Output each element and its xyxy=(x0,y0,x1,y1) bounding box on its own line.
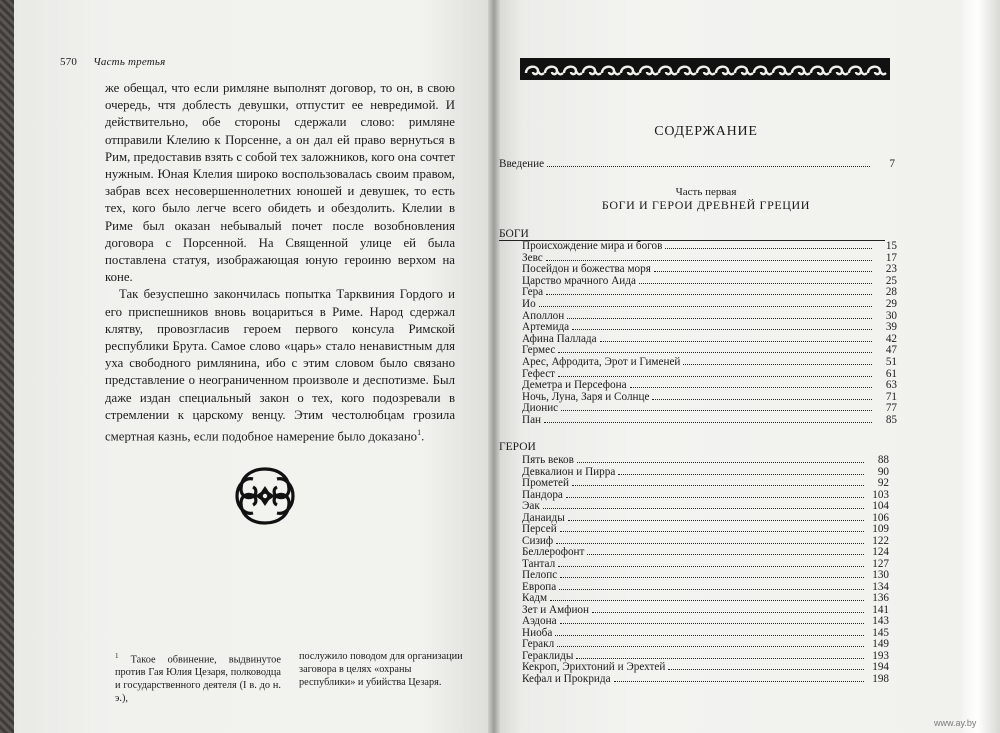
toc-label: Зет и Амфион xyxy=(522,603,590,616)
toc-page: 92 xyxy=(877,477,889,489)
toc-page: 63 xyxy=(885,379,897,392)
toc-page: 109 xyxy=(872,523,889,535)
leader-dots xyxy=(614,681,864,682)
toc-label: Гера xyxy=(522,286,544,299)
toc-page: 104 xyxy=(872,500,889,512)
toc-label: Ио xyxy=(522,298,536,310)
toc-label: Пан xyxy=(522,414,542,426)
toc-label: Беллерофонт xyxy=(522,546,585,558)
toc-page: 198 xyxy=(872,672,889,685)
toc-page: 90 xyxy=(877,465,889,478)
decorative-border-band xyxy=(520,58,890,80)
toc-label: Кадм xyxy=(522,592,548,604)
toc-label: Дионис xyxy=(522,402,559,415)
toc-label: Зевс xyxy=(522,251,543,264)
toc-label: Персей xyxy=(522,523,557,535)
toc-label: Деметра и Персефона xyxy=(522,379,627,392)
toc-page: 25 xyxy=(885,274,897,287)
footnote-col-1 xyxy=(115,650,281,705)
toc-label: Тантал xyxy=(522,557,556,570)
toc-title: СОДЕРЖАНИЕ xyxy=(654,124,758,139)
toc-page: 127 xyxy=(872,557,889,570)
toc-page: 85 xyxy=(885,414,897,426)
toc-page: 23 xyxy=(885,263,897,276)
toc-row xyxy=(522,671,889,685)
toc-page: 124 xyxy=(872,546,889,558)
toc-page: 130 xyxy=(872,569,889,581)
running-head-title: Часть третья xyxy=(93,56,166,68)
toc-page: 39 xyxy=(885,321,897,334)
part-name: БОГИ И ГЕРОИ ДРЕВНЕЙ ГРЕЦИИ xyxy=(601,198,811,212)
toc-page: 149 xyxy=(872,638,889,650)
toc-page: 42 xyxy=(885,332,897,345)
toc-label: Гераклиды xyxy=(522,649,574,662)
toc-page: 28 xyxy=(885,286,897,299)
toc-label: Происхождение мира и богов xyxy=(522,240,663,252)
toc-label: Европа xyxy=(522,580,557,593)
toc-label: Гефест xyxy=(522,367,556,380)
body-text xyxy=(105,80,455,446)
toc-page: 103 xyxy=(872,488,889,501)
toc-page: 29 xyxy=(885,298,897,310)
section-head-heroes: ГЕРОИ xyxy=(499,441,536,453)
toc-label: Сизиф xyxy=(522,534,554,547)
toc-label: Девкалион и Пирра xyxy=(522,465,616,478)
ornament-icon xyxy=(233,465,297,527)
toc-page: 143 xyxy=(872,615,889,627)
toc-label: Артемида xyxy=(522,321,570,334)
toc-label: Пандора xyxy=(522,488,563,501)
paragraph: же обещал, что если римляне выполнят договор, то он, в свою очередь, чтя доблесть девушки, отпустит ее невредимой. И действительно, обе стороны сдержали слово: римляне отправили Клелию к Порсенне, а он дал ей право вернуться в Рим, предоставив взять с собой тех заложников, кого она сочтет нужным. Юная Клелия широко воспользовалась своим правом, забрав всех несовершеннолетних юношей и девушек, то есть тех, кого было легче всего обидеть и обездолить. Клелии в Риме был оказан небывалый почет после возобновления договора с Порсенной. На Священной улице ей была поставлена статуя, изображающая юную героиню верхом на коне. xyxy=(105,81,455,285)
toc-page: 17 xyxy=(885,251,897,264)
toc-label: Афина Паллада xyxy=(522,332,597,345)
footnote-text: Такое обвинение, выдвинутое против Гая Юлия Цезаря, полководца и государственного деятеля (I в. до н. э.), xyxy=(115,654,282,705)
toc-page: 141 xyxy=(872,603,889,616)
toc-label: Пелопс xyxy=(522,569,558,581)
toc-page: 71 xyxy=(885,390,897,403)
toc-page: 15 xyxy=(885,240,897,252)
footnote-col-2 xyxy=(299,650,465,705)
page-number: 570 xyxy=(60,56,78,68)
toc-page: 136 xyxy=(872,592,889,604)
footnote-ref: 1 xyxy=(417,428,422,438)
toc-label: Аэдона xyxy=(522,615,557,627)
toc-label: Пять веков xyxy=(522,454,574,466)
toc-page: 193 xyxy=(872,649,889,662)
toc-intro xyxy=(499,156,895,170)
toc-page: 145 xyxy=(872,626,889,639)
toc-page: 134 xyxy=(872,580,889,593)
toc-label: Арес, Афродита, Эрот и Гименей xyxy=(522,356,681,368)
toc-page: 30 xyxy=(885,309,897,322)
footnote-marker: 1 xyxy=(115,652,119,660)
toc-label: Кекроп, Эрихтоний и Эрехтей xyxy=(522,661,666,673)
book-spine xyxy=(488,0,500,733)
toc-label: Введение xyxy=(499,158,545,170)
paragraph: Так безуспешно закончилась попытка Тарквиния Гордого и его приспешников вновь воцариться в Риме. Народ сдержал клятву, провозгласив героем первого консула Римской республики Брута. Самое слово «царь» стало ненавистным для уха свободного римлянина, ибо с этим словом было связано представление о неограниченном произволе и деспотизме. Был даже издан специальный закон о тех, кого подозревали в стремлении к царскому венцу. Этим честолюбцам грозила смертная казнь, если подобное намерение было доказано$^1$. xyxy=(105,287,455,444)
running-head xyxy=(60,56,165,68)
leader-dots xyxy=(544,422,872,423)
toc-label: Данаиды xyxy=(522,511,565,524)
toc-label: Ниоба xyxy=(522,626,553,639)
toc-page: 88 xyxy=(877,454,889,466)
toc-page: 106 xyxy=(872,511,889,524)
toc-page: 7 xyxy=(889,158,895,170)
toc-label: Ночь, Луна, Заря и Солнце xyxy=(522,390,650,403)
watermark: www.ay.by xyxy=(934,718,977,728)
toc-label: Геракл xyxy=(522,638,555,650)
footnotes xyxy=(115,650,465,705)
toc-page: 122 xyxy=(872,534,889,547)
toc-page: 61 xyxy=(885,367,897,380)
toc-label: Аполлон xyxy=(522,309,565,322)
toc-page: 77 xyxy=(885,402,897,415)
section-head-gods: БОГИ xyxy=(499,228,885,241)
toc-label: Эак xyxy=(522,500,540,512)
toc-label: Прометей xyxy=(522,477,569,489)
page-edge xyxy=(962,0,1000,733)
toc-page: 194 xyxy=(872,661,889,673)
paragraph-text: Так безуспешно закончилась попытка Тарквиния Гордого и его приспешников вновь воцариться в Риме. Народ сдержал клятву, провозгласив героем первого консула Римской республики Брута. Самое слово «царь» стало ненавистным для уха свободного римлянина, ибо с этим словом было связано представление о неограниченном произволе и деспотизме. Был даже издан специальный закон о тех, кого подозревали в стремлении к царскому венцу. Этим честолюбцам грозила смертная казнь, если подобное намерение было доказано xyxy=(105,287,455,444)
toc-page: 47 xyxy=(885,344,897,357)
toc-row xyxy=(522,412,897,426)
footnote-text: послужило поводом для организации заговора в целях «охраны республики» и убийства Цезаря. xyxy=(299,651,463,688)
toc-page: 51 xyxy=(885,356,897,368)
toc-label: Посейдон и божества моря xyxy=(522,263,651,276)
leader-dots xyxy=(547,166,870,167)
toc-label: Кефал и Прокрида xyxy=(522,672,611,685)
toc-label: Гермес xyxy=(522,344,556,357)
part-label: Часть первая xyxy=(675,186,737,198)
toc-label: Царство мрачного Аида xyxy=(522,274,636,287)
